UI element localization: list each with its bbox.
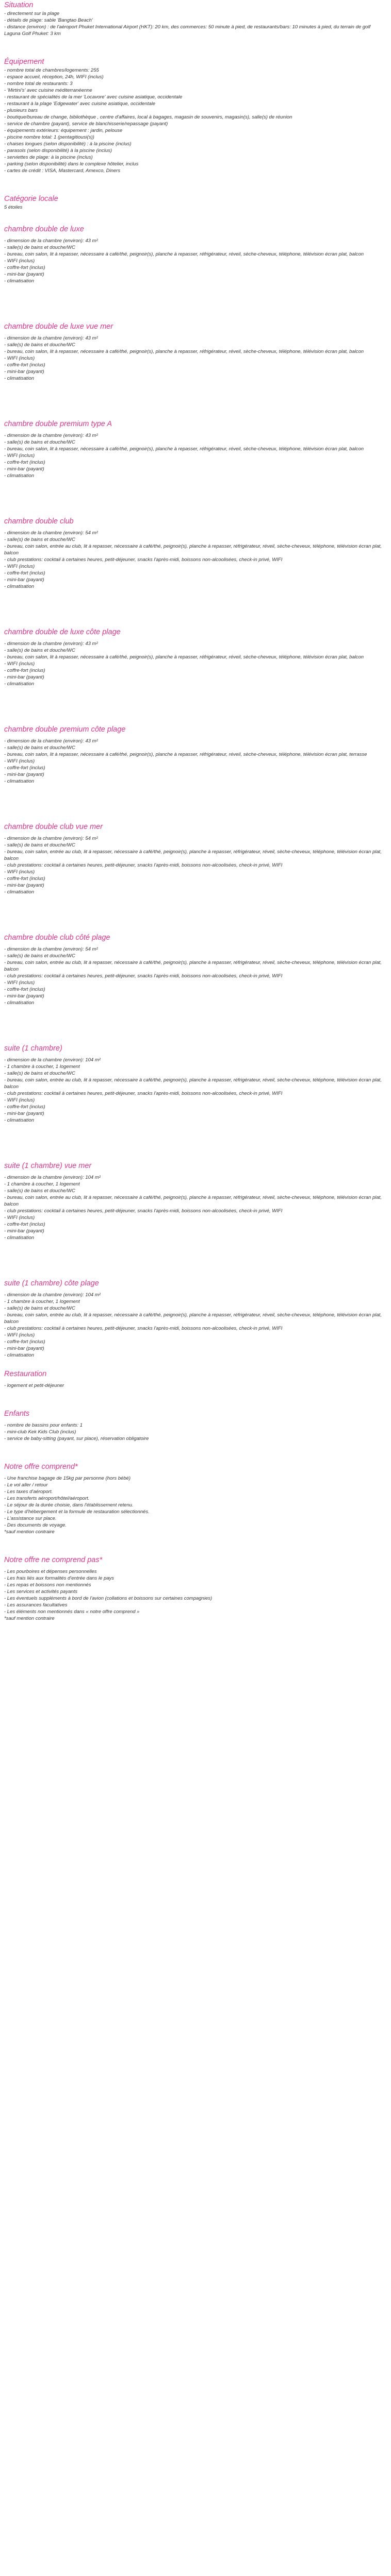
room-feature-line: - coffre-fort (inclus) [4,876,45,882]
room-feature-list [4,1292,387,1359]
non-offre-line: - Les éléments non mentionnés dans « notre offre comprend » [4,1609,140,1615]
equipement-line: - 'Mirtini's' avec cuisine méditerranéenne [4,88,92,93]
room-feature-line: - WIFI (inclus) [4,564,35,569]
room-feature-line: - bureau, coin salon, entrée au club, lit à repasser, nécessaire à café/thé, peignoir(s), planche à repasser, réfrigérateur, réveil, sèche-cheveux, téléphone, télévision écran plat, balcon [4,960,382,972]
equipement-line: - service de chambre (payant), service de blanchisserie/repassage (payant) [4,121,168,127]
non-offre-line: - Les pourboires et dépenses personnelles [4,1569,97,1574]
room-feature-line: - climatisation [4,278,35,284]
room-feature-line: - bureau, coin salon, entrée au club, lit à repasser, nécessaire à café/thé, peignoir(s), planche à repasser, réfrigérateur, réveil, sèche-cheveux, téléphone, télévision écran plat, balcon [4,1195,382,1207]
room-feature-line: - mini-bar (payant) [4,1346,44,1351]
non-offre-line: - Les services et activités payants [4,1589,78,1595]
room-feature-line: - bureau, coin salon, entrée au club, lit à repasser, nécessaire à café/thé, peignoir(s), planche à repasser, réfrigérateur, réveil, sèche-cheveux, téléphone, télévision écran plat, balcon [4,544,382,556]
room-feature-line: - WIFI (inclus) [4,758,35,764]
categorie-value: 5 étoiles [4,205,23,210]
room-feature-line: - salle(s) de bains et douche/WC [4,342,75,348]
room-feature-line: - mini-bar (payant) [4,577,44,583]
room-title: chambre double de luxe vue mer [4,323,113,331]
equipement-line: - serviettes de plage: à la piscine (inclus) [4,155,93,160]
room-feature-line: - climatisation [4,1352,35,1358]
room-feature-line: - WIFI (inclus) [4,661,35,667]
room-feature-list [4,1174,387,1241]
room-feature-line: - salle(s) de bains et douche/WC [4,842,75,848]
room-title: chambre double de luxe côte plage [4,628,121,636]
non-offre-line: - Les frais liés aux formalités d'entrée dans le pays [4,1575,115,1581]
equipement-line: - parking (selon disponibilité) dans le complexe hôtelier, inclus [4,161,139,167]
offre-title: Notre offre comprend* [4,1463,78,1471]
room-feature-line: - mini-bar (payant) [4,993,44,999]
equipement-line: - restaurant de spécialités de la mer 'Locavore' avec cuisine asiatique, occidentale [4,94,183,100]
room-feature-line: - coffre-fort (inclus) [4,265,45,270]
room-feature-line: - bureau, coin salon, lit à repasser, nécessaire à café/thé, peignoir(s), planche à repasser, réfrigérateur, réveil, sèche-cheveux, téléphone, télévision écran plat, balcon [4,251,364,257]
room-feature-line: - dimension de la chambre (environ): 104 m² [4,1292,101,1298]
room-feature-line: - salle(s) de bains et douche/WC [4,1188,75,1194]
offre-line: *sauf mention contraire [4,1529,55,1535]
offre-line: - Les transferts aéroport/hôtel/aéroport. [4,1496,90,1501]
room-feature-line: - mini-bar (payant) [4,466,44,472]
room-feature-list [4,238,387,284]
room-feature-line: - climatisation [4,778,35,784]
room-title: chambre double club vue mer [4,823,103,831]
room-feature-line: - WIFI (inclus) [4,1215,35,1221]
equipement-title: Équipement [4,58,44,66]
room-feature-line: - climatisation [4,1235,35,1241]
situation-line: - directement sur la plage [4,11,60,16]
room-feature-line: - climatisation [4,473,35,479]
room-title: suite (1 chambre) [4,1044,62,1053]
non-offre-line: - Les assurances facultatives [4,1602,68,1608]
room-title: chambre double premium côte plage [4,725,126,734]
restauration-line: - logement et petit-déjeuner [4,1383,64,1388]
enfants-line: - nombre de bassins pour enfants: 1 [4,1422,83,1428]
equipement-line: - nombre total de chambres/logements: 255 [4,67,99,73]
room-feature-line: - WIFI (inclus) [4,1097,35,1103]
room-feature-line: - mini-bar (payant) [4,272,44,277]
room-feature-line: - salle(s) de bains et douche/WC [4,745,75,751]
enfants-line: - service de baby-sitting (payant, sur place), réservation obligatoire [4,1436,149,1442]
equipement-line: - plusieurs bars [4,108,38,113]
room-feature-list [4,738,387,785]
room-feature-line: - WIFI (inclus) [4,453,35,459]
non-offre-line: - Les repas et boissons non mentionnés [4,1582,91,1588]
situation-title: Situation [4,1,34,9]
room-feature-line: - WIFI (inclus) [4,1332,35,1338]
room-feature-line: - dimension de la chambre (environ): 43 m² [4,238,98,244]
room-feature-line: - bureau, coin salon, lit à repasser, nécessaire à café/thé, peignoir(s), planche à repasser, réfrigérateur, réveil, sèche-cheveux, téléphone, télévision écran plat, balcon [4,446,364,452]
room-feature-line: - WIFI (inclus) [4,980,35,986]
equipement-line: - espace accueil, réception, 24h, WIFI (inclus) [4,74,104,80]
offre-line: - L'assistance sur place. [4,1516,57,1521]
equipement-line: - parasols (selon disponibilité) à la piscine (inclus) [4,148,112,154]
room-title: suite (1 chambre) côte plage [4,1279,99,1287]
room-feature-line: - climatisation [4,584,35,589]
room-feature-line: - bureau, coin salon, lit à repasser, nécessaire à café/thé, peignoir(s), planche à repasser, réfrigérateur, réveil, sèche-cheveux, téléphone, télévision écran plat, balcon [4,349,364,354]
offre-line: - Des documents de voyage. [4,1522,67,1528]
room-list [4,214,387,1359]
equipement-line: - nombre total de restaurants: 3 [4,81,73,87]
room-feature-line: - WIFI (inclus) [4,355,35,361]
room-feature-line: - salle(s) de bains et douche/WC [4,953,75,959]
room-feature-line: - 1 chambre à coucher, 1 logement [4,1299,80,1304]
room-feature-list [4,640,387,687]
room-feature-line: - coffre-fort (inclus) [4,570,45,576]
equipement-line: - équipements extérieurs: équipement : jardin, pelouse [4,128,123,133]
situation-line: - détails de plage: sable 'Bangtao Beach' [4,18,93,23]
room-feature-line: - coffre-fort (inclus) [4,1222,45,1227]
room-feature-line: - mini-bar (payant) [4,674,44,680]
room-feature-line: - dimension de la chambre (environ): 43 m² [4,738,98,744]
room-feature-line: - climatisation [4,681,35,687]
room-feature-line: - WIFI (inclus) [4,258,35,264]
room-feature-line: - dimension de la chambre (environ): 54 m² [4,836,98,841]
room-feature-line: - mini-bar (payant) [4,1228,44,1234]
room-feature-line: - coffre-fort (inclus) [4,765,45,771]
equipement-line: - restaurant à la plage 'Edgewater' avec cuisine asiatique, occidentale [4,101,156,107]
enfants-line: - mini-club Kek Kids Club (inclus) [4,1429,76,1435]
room-feature-line: - salle(s) de bains et douche/WC [4,1071,75,1076]
room-feature-line: - coffre-fort (inclus) [4,668,45,673]
room-feature-line: - club prestations: cocktail à certaines heures, petit-déjeuner, snacks l'après-midi, boissons non-alcoolisées, check-in privé, WIFI [4,862,283,868]
room-feature-line: - bureau, coin salon, lit à repasser, nécessaire à café/thé, peignoir(s), planche à repasser, réfrigérateur, réveil, sèche-cheveux, téléphone, télévision écran plat, balcon [4,654,364,660]
room-feature-line: - salle(s) de bains et douche/WC [4,245,75,250]
room-feature-line: - mini-bar (payant) [4,883,44,888]
room-feature-list [4,530,387,590]
room-feature-line: - climatisation [4,1000,35,1006]
non-offre-line: *sauf mention contraire [4,1616,55,1621]
offre-line: - Les taxes d'aéroport. [4,1489,53,1495]
room-feature-line: - dimension de la chambre (environ): 54 m² [4,530,98,536]
room-feature-line: - club prestations: cocktail à certaines heures, petit-déjeuner, snacks l'après-midi, boissons non-alcoolisées, check-in privé, WIFI [4,1091,283,1096]
situation-line: - distance (environ) : de l'aéroport Phuket International Airport (HKT): 20 km, des commerces: 50 minute à pied, de restaurants/bars: 10 minutes à pied, du terrain de golf Laguna Golf Phuket: 3 km [4,24,371,37]
room-feature-line: - dimension de la chambre (environ): 104 m² [4,1175,101,1180]
room-feature-line: - salle(s) de bains et douche/WC [4,537,75,543]
room-feature-list [4,835,387,895]
room-feature-line: - climatisation [4,376,35,381]
room-feature-line: - mini-bar (payant) [4,1111,44,1116]
non-offre-line: - Les éventuels suppléments à bord de l'avion (collations et boissons sur certaines compagnies) [4,1596,213,1601]
equipement-line: - piscine nombre total: 1 (pentagitiousi(s)) [4,134,94,140]
equipement-line: - boutique/bureau de change, bibliothèque , centre d'affaires, local à bagages, magasin de souvenirs, magasin(s), salle(s) de réunion [4,114,292,120]
room-feature-line: - club prestations: cocktail à certaines heures, petit-déjeuner, snacks l'après-midi, boissons non-alcoolisées, check-in privé, WIFI [4,1326,283,1331]
room-feature-line: - salle(s) de bains et douche/WC [4,648,75,653]
room-feature-line: - coffre-fort (inclus) [4,1104,45,1110]
room-feature-list [4,432,387,479]
room-feature-line: - dimension de la chambre (environ): 43 m² [4,433,98,438]
room-title: chambre double club [4,517,74,526]
room-feature-line: - coffre-fort (inclus) [4,987,45,992]
offre-line: - Le séjour de la durée choisie, dans l'établissement retenu. [4,1502,134,1508]
room-title: chambre double club côté plage [4,934,110,942]
categorie-title: Catégorie locale [4,195,58,203]
situation-list [4,10,387,37]
room-title: suite (1 chambre) vue mer [4,1162,92,1170]
room-title: chambre double de luxe [4,225,84,233]
room-feature-line: - mini-bar (payant) [4,369,44,375]
room-feature-line: - club prestations: cocktail à certaines heures, petit-déjeuner, snacks l'après-midi, boissons non-alcoolisées, check-in privé, WIFI [4,973,283,979]
room-feature-line: - dimension de la chambre (environ): 104 m² [4,1057,101,1063]
room-feature-line: - bureau, coin salon, entrée au club, lit à repasser, nécessaire à café/thé, peignoir(s), planche à repasser, réfrigérateur, réveil, sèche-cheveux, téléphone, télévision écran plat, balcon [4,849,382,861]
room-feature-line: - dimension de la chambre (environ): 54 m² [4,946,98,952]
room-feature-line: - climatisation [4,889,35,895]
equipement-line: - chaises longues (selon disponibilité) : à la piscine (inclus) [4,141,132,147]
room-feature-line: - mini-bar (payant) [4,772,44,777]
room-title: chambre double premium type A [4,420,112,428]
room-feature-line: - bureau, coin salon, entrée au club, lit à repasser, nécessaire à café/thé, peignoir(s), planche à repasser, réfrigérateur, réveil, sèche-cheveux, téléphone, télévision écran plat, balcon [4,1312,382,1325]
room-feature-line: - club prestations: cocktail à certaines heures, petit-déjeuner, snacks l'après-midi, boissons non-alcoolisées, check-in privé, WIFI [4,557,283,563]
non-offre-title: Notre offre ne comprend pas* [4,1556,103,1564]
room-feature-line: - salle(s) de bains et douche/WC [4,1306,75,1311]
room-feature-line: - dimension de la chambre (environ): 43 m² [4,641,98,647]
equipement-line: - cartes de crédit : VISA, Mastercard, Amexco, Diners [4,168,121,174]
equipement-list [4,67,387,174]
room-feature-line: - dimension de la chambre (environ): 43 m² [4,335,98,341]
offre-line: - Le vol aller / retour [4,1482,48,1488]
room-feature-line: - bureau, coin salon, entrée au club, lit à repasser, nécessaire à café/thé, peignoir(s), planche à repasser, réfrigérateur, réveil, sèche-cheveux, téléphone, télévision écran plat, balcon [4,1077,382,1090]
room-feature-line: - salle(s) de bains et douche/WC [4,439,75,445]
restauration-title: Restauration [4,1370,47,1378]
room-feature-line: - coffre-fort (inclus) [4,1339,45,1345]
room-feature-line: - coffre-fort (inclus) [4,460,45,465]
offre-line: - Une franchise bagage de 15kg par personne (hors bébé) [4,1476,131,1481]
room-feature-line: - WIFI (inclus) [4,869,35,875]
room-feature-list [4,1057,387,1124]
room-feature-line: - coffre-fort (inclus) [4,362,45,368]
room-feature-line: - 1 chambre à coucher, 1 logement [4,1181,80,1187]
room-feature-line: - club prestations: cocktail à certaines heures, petit-déjeuner, snacks l'après-midi, boissons non-alcoolisées, check-in privé, WIFI [4,1208,283,1214]
room-feature-line: - 1 chambre à coucher, 1 logement [4,1064,80,1070]
enfants-title: Enfants [4,1410,30,1418]
room-feature-line: - bureau, coin salon, lit à repasser, nécessaire à café/thé, peignoir(s), planche à repasser, réfrigérateur, réveil, sèche-cheveux, téléphone, télévision écran plat, terrasse [4,752,367,757]
room-feature-list [4,335,387,382]
offre-line: - Le type d'hébergement et la formule de restauration sélectionnés. [4,1509,150,1515]
room-feature-line: - climatisation [4,1117,35,1123]
room-feature-list [4,946,387,1006]
